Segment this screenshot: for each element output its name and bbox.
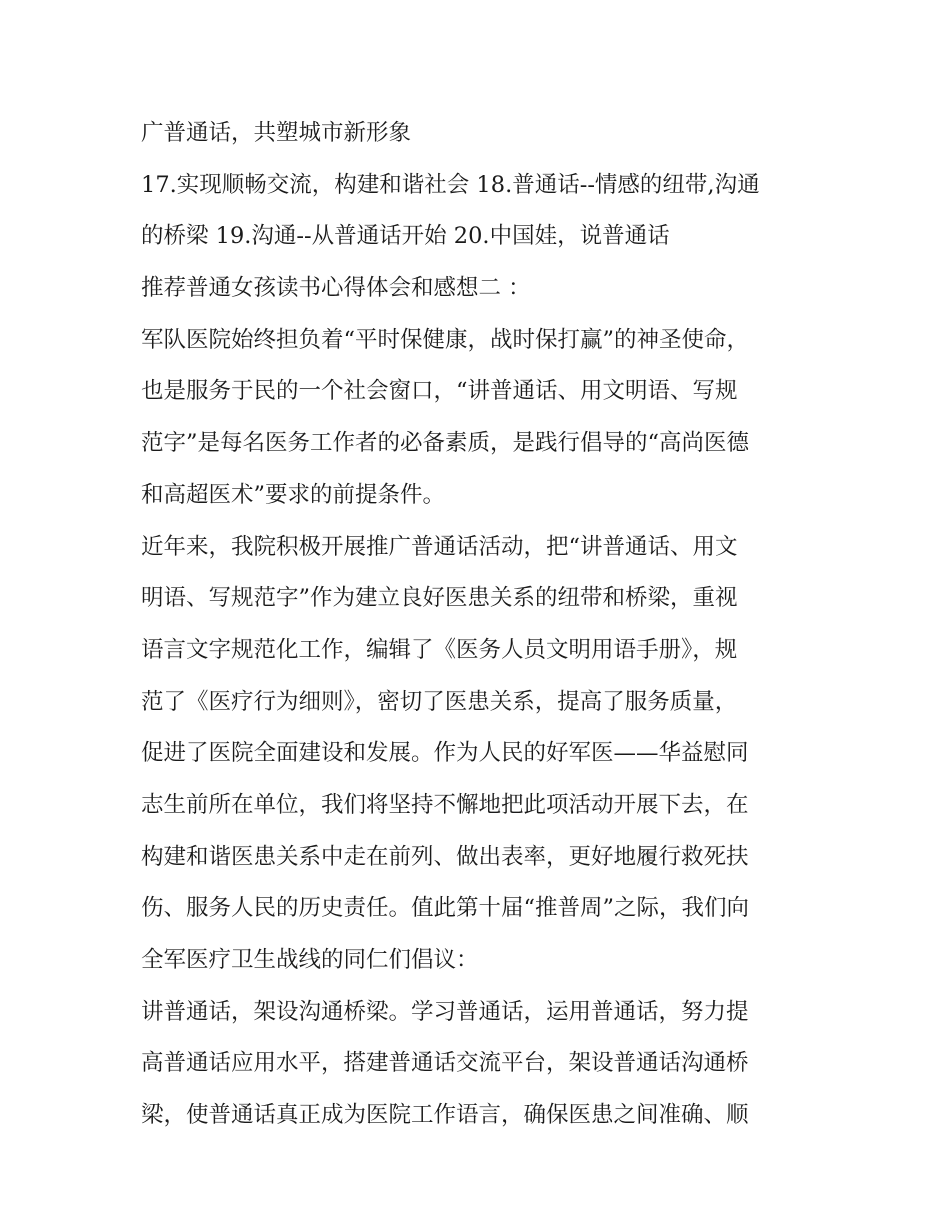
text-line: 讲普通话，架设沟通桥梁。学习普通话，运用普通话，努力提: [141, 998, 749, 1025]
text-line: 17.实现顺畅交流，构建和谐社会 18.普通话--情感的纽带,沟通: [141, 171, 760, 198]
text-line: 语言文字规范化工作，编辑了《医务人员文明用语手册》，规: [141, 636, 738, 663]
text-line: 促进了医院全面建设和发展。作为人民的好军医——华益慰同: [141, 740, 749, 767]
text-line: 的桥梁 19.沟通--从普通话开始 20.中国娃，说普通话: [141, 223, 670, 250]
text-line: 近年来，我院积极开展推广普通话活动，把“讲普通话、用文: [141, 533, 738, 560]
text-line: 也是服务于民的一个社会窗口，“讲普通话、用文明语、写规: [141, 378, 738, 405]
text-line: 志生前所在单位，我们将坚持不懈地把此项活动开展下去，在: [141, 791, 749, 818]
text-line: 全军医疗卫生战线的同仁们倡议：: [141, 947, 479, 973]
text-line: 伤、服务人民的历史责任。值此第十届“推普周”之际，我们向: [141, 895, 750, 922]
text-line: 高普通话应用水平，搭建普通话交流平台，架设普通话沟通桥: [141, 1050, 749, 1077]
text-line: 范了《医疗行为细则》，密切了医患关系，提高了服务质量，: [141, 688, 738, 715]
text-line: 广普通话，共塑城市新形象: [141, 120, 412, 146]
text-line: 明语、写规范字”作为建立良好医患关系的纽带和桥梁，重视: [141, 585, 738, 612]
text-line: 和高超医术”要求的前提条件。: [141, 481, 446, 508]
text-line: 构建和谐医患关系中走在前列、做出表率，更好地履行救死扶: [141, 843, 749, 870]
text-line: 军队医院始终担负着“平时保健康，战时保打赢”的神圣使命，: [141, 326, 750, 353]
text-line: 梁，使普通话真正成为医院工作语言，确保医患之间准确、顺: [141, 1102, 749, 1129]
body-text: [141, 108, 821, 1142]
text-line: 范字”是每名医务工作者的必备素质，是践行倡导的“高尚医德: [141, 430, 750, 457]
section-heading: 推荐普通女孩读书心得体会和感想二 ：: [141, 275, 531, 302]
